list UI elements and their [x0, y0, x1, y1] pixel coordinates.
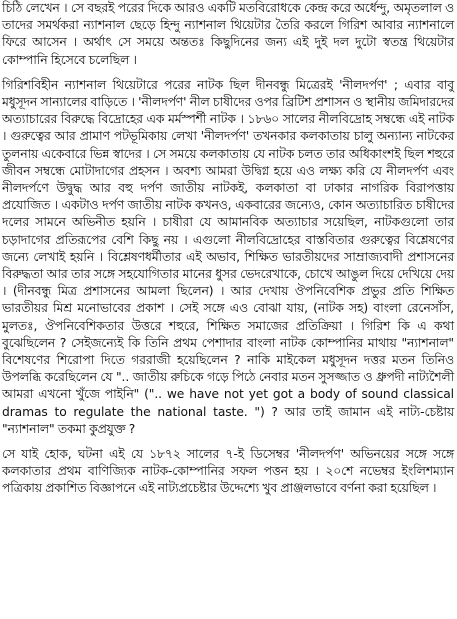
- paragraph-3: সে যাই হোক, ঘটনা এই যে ১৮৭২ সালের ৭-ই ডিসেম্বর 'নীলদর্পণ' অভিনয়ের সঙ্গে সঙ্গে কলকাতার প্রথম বাণিজ্যিক নাটক-কোম্পানির সফল পত্তন হয় । ২০শে নভেম্বর ইংলিশম্যান পত্রিকায় প্রকাশিত বিজ্ঞাপনে এই নাট্যপ্রচেষ্টার উদ্দেশ্যে খুব প্রাঞ্জলভাবে বর্ণনা করা হয়েছিল ।: [2, 447, 454, 496]
- paragraph-1: চিঠি লেখেন । সে বছরই পরের দিকে আরও একটি মতবিরোধকে কেন্দ্র করে অর্ধেন্দু, অমৃতলাল ও তাদের সমর্থকরা ন্যাশনাল ছেড়ে হিন্দু ন্যাশনাল থিয়েটার তৈরি করলে গিরিশ আবার ন্যাশনালে ফিরে আসেন । অর্থাৎ সে সময়ে অন্ততঃ কিছুদিনের জন্য এই দুই দল দুটো স্বতন্ত্র থিয়েটার কোম্পানি হিসেবে চলেছিল ।: [2, 1, 454, 67]
- paragraph-2: গিরিশবিহীন ন্যাশনাল থিয়েটারে পরের নাটক ছিল দীনবন্ধু মিত্রেরই 'নীলদর্পণ' ; এবার বাবু মধুসূদন সান্যালের বাড়িতে । 'নীলদর্পণ' নীল চাষীদের ওপর ব্রিটিশ প্রশাসন ও স্থানীয় জমিদারদের অত্যাচারের বিরুদ্ধে বিদ্রোহের এক মর্মস্পর্শী নাটক । ১৮৬০ সালের নীলবিদ্রোহ সম্বন্ধে এই নাটক । গুরুত্বের আর প্রামাণ পটভূমিকায় লেখা 'নীলদর্পণ' তখনকার কলকাতায় চালু অন্যান্য নাটকের তুলনায় একেবারে ভিন্ন স্বাদের । সে সময়ে কলকাতায় যে নাটক চলত তার অধিকাংশই ছিল শহুরে জীবন সম্বন্ধে মোটাদাগের প্রহসন । অবশ্য আমরা উদ্বিগ্ন হয়ে এও লক্ষ্য করি যে নীলদর্পণ এবং নীলদর্পণে উদ্বুদ্ধ আর বহু দর্পণ জাতীয় নাটকই, কলকাতা বা ঢাকার নাগরিক বিরাপত্তায় প্রযোজিত । একটাও দর্পণ জাতীয় নাটক কখনও, একবারের জন্যেও, কোন অত্যাচারিত চাষীদের দলের সামনে অভিনীত হয়নি । চাষীরা যে আমানবিক অত্যাচার সয়েছিল, নাটকগুলো তার চড়াদাগের প্রতিরূপের বেশি কিছু নয় । এগুলো নীলবিদ্রোহের বাস্তবিতার গুরুত্বের বিশ্লেষণের জন্যে লেখাই হয়নি । বিশ্লেষণধর্মীতার এই অভাব, শিক্ষিত ভারতীয়দের সাম্রাজ্যবাদী প্রশাসনের বিরুদ্ধতা আর তার সঙ্গে সহযোগিতার মানের ধুসর ভেদরেখাকে, চোখে আঙুল দিয়ে দেখিয়ে দেয় । (দীনবন্ধু মিত্র প্রশাসনের আমলা ছিলেন) । আর দেখায় ঔপনিবেশিক প্রভুর প্রতি শিক্ষিত ভারতীয়র মিশ্র মনোভাবের প্রকাশ । সেই সঙ্গে এও বোঝা যায়, (নাটক সহ) বাংলা রেনেসাঁস, মুলতঃ, ঔপনিবেশিকতার উত্তরে শহুরে, শিক্ষিত সমাজের প্রতিক্রিয়া । গিরিশ কি এ কথা বুঝেছিলেন ? সেইজন্যেই কি তিনি প্রথম পেশাদার বাংলা নাটক কোম্পানির মাথায় "ন্যাশনাল" বিশেষণের শিরোপা দিতে গররাজী হয়েছিলেন ? নাকি মাইকেল মধুসূদন দত্তর মতন তিনিও উপলব্ধি করেছিলেন যে ".. জাতীয় রুচিকে গড়ে পিঠে নেবার মতন সুসজ্জাত ও ধ্রুপদী নাট্যশৈলী আমরা এখনো খুঁজে পাইনি" (".. we have not yet got a body of sound classical dramas to regulate the national taste. ") ? আর তাই জামান এই নাট্য-চেষ্টায় "ন্যাশনাল" তকমা কুপ্রযুক্ত ?: [2, 77, 454, 436]
